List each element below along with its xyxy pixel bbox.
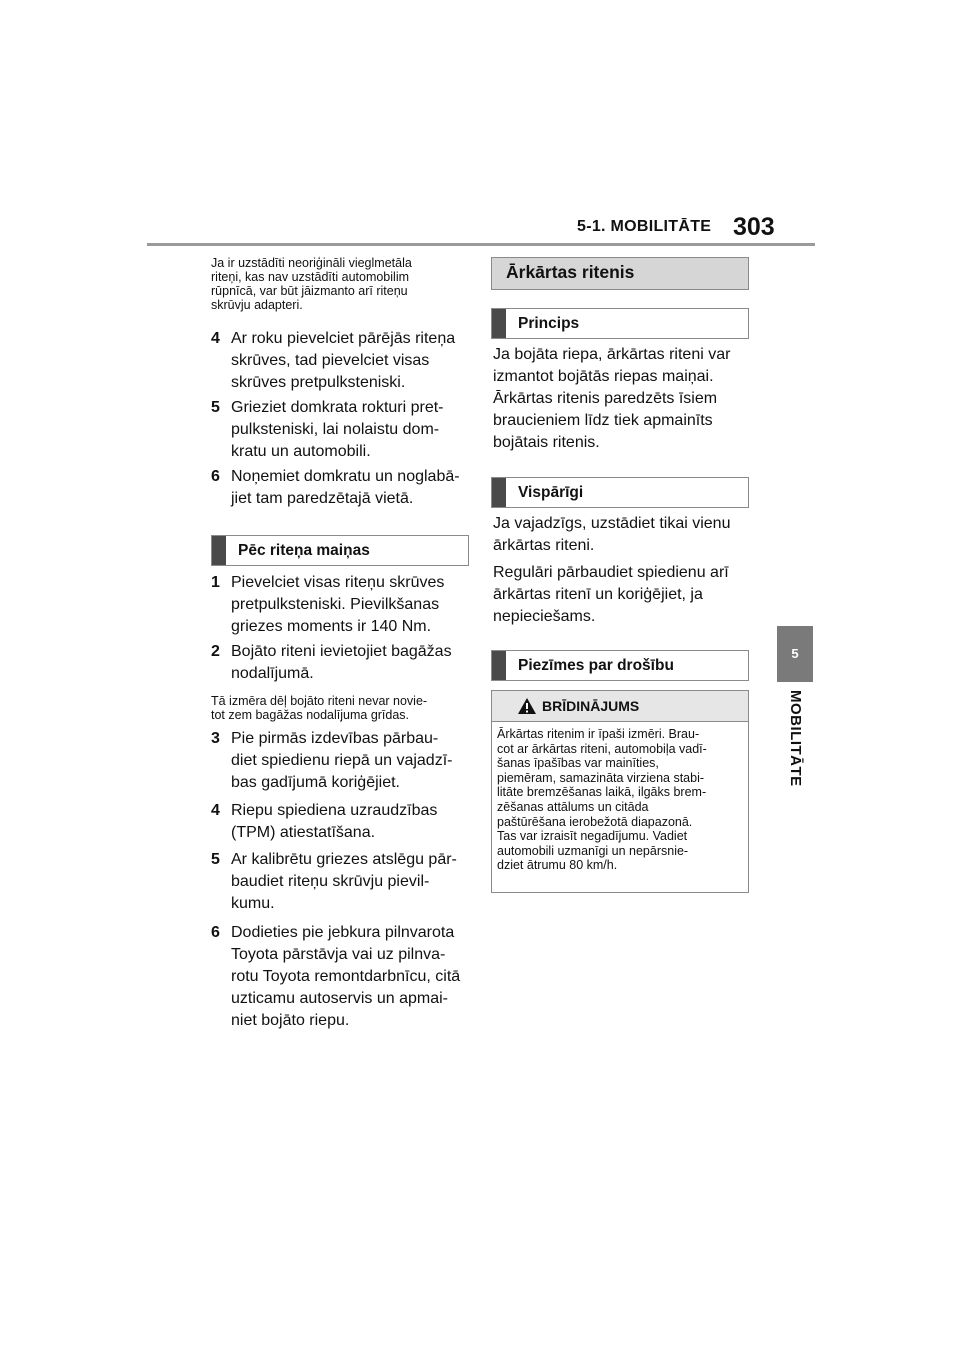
step-6c: 6 Dodieties pie jebkura pilnvarota Toyota pārstāvja vai uz pilnva- rotu Toyota remontdarbnīcu, citā uzticamu autoservis un apmai- niet bojāto riepu. xyxy=(211,924,461,1029)
principle-text: Ja bojāta riepa, ārkārtas riteni var izmantot bojātās riepas maiņai. Ārkārtas ritenis paredzēts īsiem braucieniem līdz tiek apmainīts bojātais ritenis. xyxy=(493,346,731,451)
step-2b: 2 Bojāto riteni ievietojiet bagāžas nodalījumā. xyxy=(211,643,452,682)
section-emergency-wheel: Ārkārtas ritenis xyxy=(491,257,749,290)
section-after-wheel-change: Pēc riteņa maiņas xyxy=(211,535,469,566)
step-3c: 3 Pie pirmās izdevības pārbau- diet spiedienu riepā un vajadzī- bas gadījumā koriģējiet. xyxy=(211,730,453,791)
step-6a: 6 Noņemiet domkratu un noglabā- jiet tam paredzētajā vietā. xyxy=(211,468,460,507)
step-4c: 4 Riepu spiediena uzraudzības (TPM) atiestatīšana. xyxy=(211,802,438,841)
section-general: Vispārīgi xyxy=(491,477,749,508)
warning-box xyxy=(491,690,749,893)
step-5a: 5 Grieziet domkrata rokturi pret- pulksteniski, lai nolaistu dom- kratu un automobili. xyxy=(211,399,444,460)
warning-icon xyxy=(517,697,537,715)
step-1b: 1 Pievelciet visas riteņu skrūves pretpulksteniski. Pievilkšanas griezes moments ir 140 Nm. xyxy=(211,574,445,635)
warning-header xyxy=(492,691,748,722)
general-text-1: Ja vajadzīgs, uzstādiet tikai vienu ārkārtas riteni. xyxy=(493,515,731,554)
section-title: 5-1. MOBILITĀTE xyxy=(577,218,712,235)
section-principle: Princips xyxy=(491,308,749,339)
warning-text: Ārkārtas ritenim ir īpaši izmēri. Brau- cot ar ārkārtas riteni, automobiļa vadī- šanas īpašības var mainīties, piemēram, samazināta virziena stabi- litāte bremzēšanas laikā, ilgāks brem- zēšanas attālums un citāda paštūrēšana ierobežotā diapazonā. Tas var izraisīt negadījumu. Vadiet automobili uzmanīgi un nepārsnie- dziet ātrumu 80 km/h. xyxy=(497,727,707,873)
note-adapters: Ja ir uzstādīti neoriģināli vieglmetāla riteņi, kas nav uzstādīti automobilim rūpnīcā, var būt jāizmanto arī riteņu skrūvju adapteri. xyxy=(211,256,412,312)
chapter-label: MOBILITĀTE xyxy=(787,690,804,787)
chapter-tab: 5 xyxy=(777,626,813,682)
step-4a: 4 Ar roku pievelciet pārējās riteņa skrūves, tad pievelciet visas skrūves pretpulksteniski. xyxy=(211,330,456,391)
section-safety-notes: Piezīmes par drošību xyxy=(491,650,749,681)
step-5c: 5 Ar kalibrētu griezes atslēgu pār- baudiet riteņu skrūvju pievil- kumu. xyxy=(211,851,457,912)
warning-title: BRĪDINĀJUMS xyxy=(542,698,640,714)
header-divider xyxy=(147,243,815,246)
note-spare-storage: Tā izmēra dēļ bojāto riteni nevar novie- tot zem bagāžas nodalījuma grīdas. xyxy=(211,694,428,722)
general-text-2: Regulāri pārbaudiet spiedienu arī ārkārtas ritenī un koriģējiet, ja nepieciešams. xyxy=(493,564,729,625)
page-number: 303 xyxy=(733,213,775,241)
